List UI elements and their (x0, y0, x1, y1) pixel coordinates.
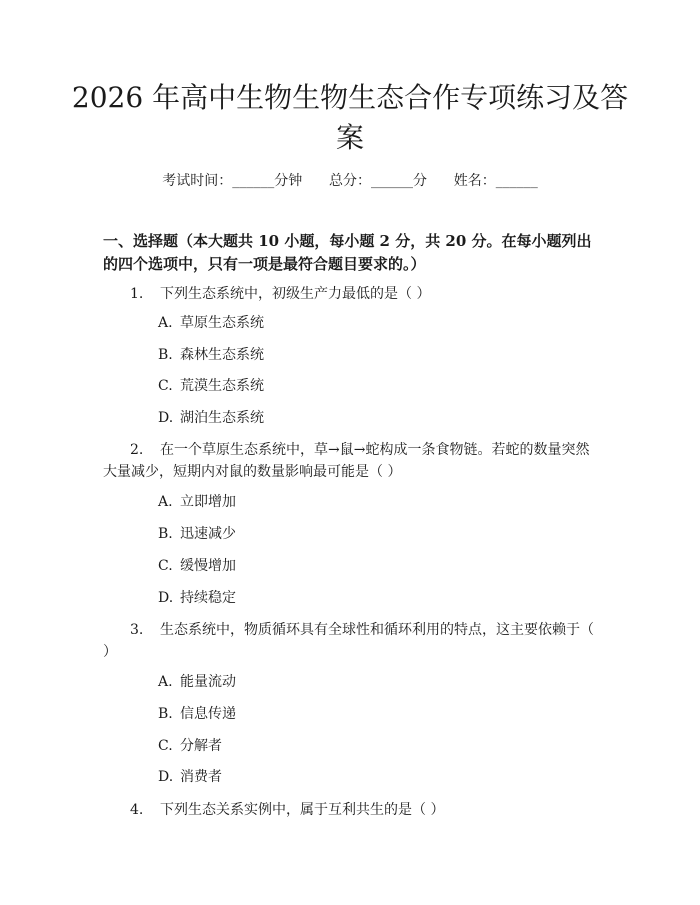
question-text: 生态系统中，物质循环具有全球性和循环利用的特点，这主要依赖于（ ） (103, 622, 594, 660)
question-text: 下列生态关系实例中，属于互利共生的是（ ） (160, 802, 445, 818)
option-3a (158, 672, 236, 692)
option-letter: D. (158, 590, 174, 606)
exam-info-line: 考试时间：______分钟 总分：______分 姓名：______ (162, 173, 538, 189)
question-3 (103, 619, 601, 663)
option-letter: B. (158, 526, 173, 542)
option-3c (158, 736, 222, 756)
option-2b (158, 524, 236, 544)
option-2a (158, 492, 236, 512)
option-2c (158, 556, 236, 576)
question-1 (103, 283, 601, 305)
option-text: 草原生态系统 (180, 315, 264, 331)
question-number: 4. (130, 802, 144, 818)
option-letter: C. (158, 378, 173, 394)
question-text: 在一个草原生态系统中，草→鼠→蛇构成一条食物链。若蛇的数量突然大量减少，短期内对鼠的数量影响最可能是（ ） (103, 442, 590, 480)
question-number: 1. (130, 286, 144, 302)
option-letter: C. (158, 558, 173, 574)
option-letter: A. (158, 674, 173, 690)
option-2d (158, 588, 236, 608)
section-heading: 一、选择题（本大题共 10 小题，每小题 2 分，共 20 分。在每小题列出的四个选项中，只有一项是最符合题目要求的。） (103, 232, 592, 273)
option-1a (158, 313, 264, 333)
question-number: 2. (130, 442, 144, 458)
option-text: 消费者 (180, 769, 222, 785)
option-text: 立即增加 (180, 494, 236, 510)
page-title: 2026 年高中生物生物生态合作专项练习及答案 (71, 81, 629, 154)
option-text: 迅速减少 (180, 526, 236, 542)
option-3d (158, 767, 222, 787)
option-3b (158, 704, 236, 724)
option-letter: B. (158, 706, 173, 722)
option-1b (158, 345, 264, 365)
option-text: 森林生态系统 (180, 347, 264, 363)
question-4 (103, 799, 601, 821)
option-text: 信息传递 (180, 706, 236, 722)
option-letter: D. (158, 410, 174, 426)
option-letter: B. (158, 347, 173, 363)
question-2 (103, 439, 601, 483)
question-number: 3. (130, 622, 144, 638)
question-text: 下列生态系统中，初级生产力最低的是（ ） (160, 286, 431, 302)
option-letter: D. (158, 769, 174, 785)
option-letter: A. (158, 315, 173, 331)
option-text: 分解者 (180, 738, 222, 754)
option-text: 湖泊生态系统 (180, 410, 264, 426)
option-text: 缓慢增加 (180, 558, 236, 574)
option-letter: C. (158, 738, 173, 754)
option-1c (158, 376, 264, 396)
option-text: 荒漠生态系统 (180, 378, 264, 394)
option-1d (158, 408, 264, 428)
option-letter: A. (158, 494, 173, 510)
option-text: 能量流动 (180, 674, 236, 690)
option-text: 持续稳定 (180, 590, 236, 606)
